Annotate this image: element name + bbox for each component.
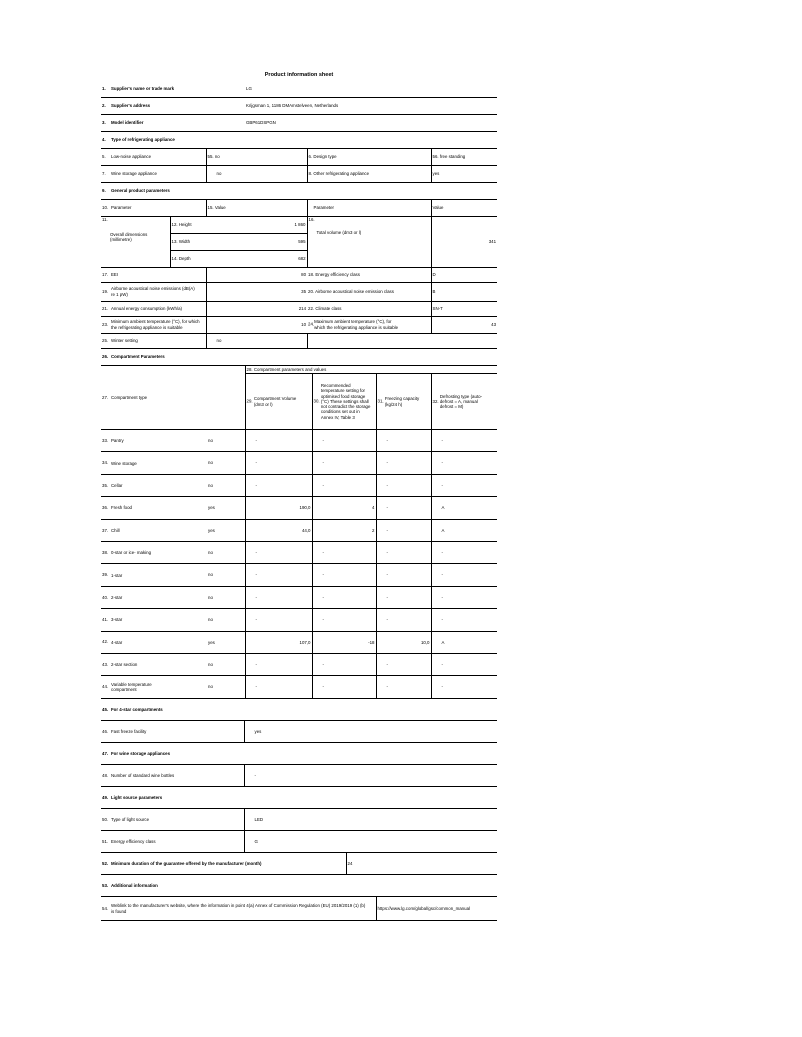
row-parameter-head: 10. Parameter 15. Value Parameter Value [101, 199, 497, 216]
row-winter-setting: 25. Winter setting no [101, 333, 497, 348]
compartment-cell: 39. 1-star [101, 564, 170, 586]
compartment-cell: no [170, 586, 245, 608]
compartment-cell: - [376, 541, 431, 563]
compartment-cell: - [312, 586, 376, 608]
compartment-cell: - [312, 474, 376, 496]
manufacturer-weblink[interactable]: https://www.lg.com/global/gsc/common_manual [376, 897, 497, 921]
compartment-cell: 190,0 [245, 497, 312, 519]
section-wine: 47. For wine storage appliances [101, 743, 497, 765]
row-height: 11. Overall dimensions (millimetre) 12. Height 1 860 16. Total volume (dm3 or l) 341 [101, 216, 497, 233]
compartment-cell: - [312, 676, 376, 698]
page-title: Product information sheet [264, 72, 334, 78]
row-wine-bottles: 48. Number of standard wine bottles - [101, 765, 497, 787]
compartment-cell: - [376, 676, 431, 698]
compartment-cell: - [376, 430, 431, 452]
compartment-cell: - [245, 586, 312, 608]
row-ambient-temperature: 23. Minimum ambient temperature (°C), for which the refrigerating appliance is suitable 10 24.Maximum ambient temperature (°C), for which the refrigerating appliance is suitable 43 [101, 316, 497, 333]
info-table [101, 80, 497, 366]
compartment-cell: no [170, 609, 245, 631]
compartment-cell: no [170, 564, 245, 586]
section-compartments: 26. Compartment Parameters [101, 348, 497, 365]
compartment-cell: - [376, 564, 431, 586]
compartment-cell: - [376, 609, 431, 631]
row-energy-consumption: 21. Annual energy consumption (kWh/a) 214 22. Climate class SN-T [101, 301, 497, 316]
row-depth: 14. Depth 682 [101, 250, 497, 267]
compartment-cell: - [431, 564, 497, 586]
compartment-row [101, 474, 497, 496]
compartment-cell: - [431, 586, 497, 608]
compartment-cell: 42. 4-star [101, 631, 170, 653]
compartment-cell: 34. Wine storage [101, 452, 170, 474]
compartment-table [101, 366, 497, 699]
compartment-cell: 40. 2-star [101, 586, 170, 608]
row-fast-freeze: 46. Fast freeze facility yes [101, 721, 497, 743]
compartment-cell: 44. Variable temperature compartment [101, 676, 170, 698]
compartment-cell: 4 [312, 497, 376, 519]
compartment-cell: - [245, 541, 312, 563]
compartment-cell: yes [170, 631, 245, 653]
row-eei: 17. EEI 80 18. Energy efficiency class D [101, 267, 497, 282]
compartment-row [101, 497, 497, 519]
compartment-cell: no [170, 474, 245, 496]
compartment-cell: - [245, 564, 312, 586]
compartment-cell: 36. Fresh food [101, 497, 170, 519]
compartment-cell: - [431, 676, 497, 698]
row-low-noise: 5. Low-noise appliance 55. no 6. Design type 56. free standing [101, 148, 497, 165]
compartment-row [101, 564, 497, 586]
compartment-cell: 33. Pantry [101, 430, 170, 452]
product-information-sheet [101, 70, 497, 921]
compartment-cell: - [245, 430, 312, 452]
row-noise: 19. Airborne acoustical noise emissions (dB(A) re 1 pW) 35 20. Airborne acoustical noise emission class B [101, 282, 497, 301]
compartment-cell: - [376, 474, 431, 496]
compartment-row [101, 430, 497, 452]
compartment-cell: - [312, 653, 376, 675]
row-supplier-address: 2. Supplier's address Krijgsman 1, 1186 DMAmstelveen, Netherlands [101, 97, 497, 114]
compartment-cell: - [376, 519, 431, 541]
row-wine-storage: 7. Wine storage appliance no 8. Other refrigerating appliance yes [101, 165, 497, 182]
compartment-cell: - [376, 452, 431, 474]
compartment-cell: A [431, 631, 497, 653]
compartment-row [101, 452, 497, 474]
compartment-cell: - [312, 452, 376, 474]
compartment-row [101, 676, 497, 698]
row-guarantee: 52. Minimum duration of the guarantee offered by the manufacturer (month) 24 [101, 853, 497, 875]
compartment-cell: - [312, 609, 376, 631]
compartment-cell: - [376, 653, 431, 675]
compartment-cell: yes [170, 519, 245, 541]
compartment-cell: - [431, 653, 497, 675]
compartment-cell: 38. 0-star or ice- making [101, 541, 170, 563]
row-width: 13. Width 595 [101, 233, 497, 250]
compartment-cell: - [431, 474, 497, 496]
compartment-cell: no [170, 676, 245, 698]
footer-table [101, 699, 497, 922]
section-additional: 53. Additional information [101, 875, 497, 897]
compartment-cell: - [431, 430, 497, 452]
compartment-cell: - [312, 564, 376, 586]
compartment-cell: 10,0 [376, 631, 431, 653]
compartment-cell: no [170, 452, 245, 474]
compartment-row [101, 519, 497, 541]
compartment-cell: no [170, 430, 245, 452]
compartment-cell: 35. Cellar [101, 474, 170, 496]
section-general: 9. General product parameters [101, 182, 497, 199]
row-light-class: 51. Energy efficiency class G [101, 831, 497, 853]
compartment-cell: - [431, 541, 497, 563]
compartment-row [101, 586, 497, 608]
compartment-cell: - [312, 541, 376, 563]
compartment-cell: - [431, 609, 497, 631]
compartment-cell: A [431, 497, 497, 519]
compartment-row [101, 653, 497, 675]
compartment-row [101, 631, 497, 653]
row-weblink: 54. Weblink to the manufacturer's website, where the information in point 4(a) Annex of Commission Regulation (EU) 2019/2019 (1) (b) is found https://www.lg.com/global/gsc/common_manual [101, 897, 497, 921]
compartment-cell: A [431, 519, 497, 541]
section-light: 49. Light source parameters [101, 787, 497, 809]
compartment-cell: no [170, 541, 245, 563]
compartment-cell: - [245, 452, 312, 474]
compartment-cell: - [245, 653, 312, 675]
compartment-cell: - [376, 497, 431, 519]
compartment-cell: - [312, 430, 376, 452]
compartment-cell: 41. 3-star [101, 609, 170, 631]
compartment-head-top: 27. Compartment type 28. Compartment parameters and values [101, 366, 497, 374]
compartment-row [101, 609, 497, 631]
compartment-cell: 2 [312, 519, 376, 541]
compartment-cell: 107,0 [245, 631, 312, 653]
compartment-cell: -18 [312, 631, 376, 653]
compartment-cell: - [245, 609, 312, 631]
compartment-cell: 44,0 [245, 519, 312, 541]
section-4star: 45. For 4-star compartments [101, 699, 497, 721]
compartment-cell: 37. Chill [101, 519, 170, 541]
compartment-cell: - [245, 474, 312, 496]
compartment-row [101, 541, 497, 563]
compartment-cell: 43. 2-star section [101, 653, 170, 675]
section-type: 4. Type of refrigerating appliance [101, 131, 497, 148]
row-model-identifier: 3. Model identifier GBP61DSPGN [101, 114, 497, 131]
row-light-type: 50. Type of light source LED [101, 809, 497, 831]
compartment-cell: - [376, 586, 431, 608]
compartment-head: 29. Compartment Volume (dm3 or l) 30. Recommended temperature setting for optimised food storage (°C) These settings shall not contradict the storage conditions set out in Annex IV, Table 3 31. Freezing capacity (kg/24 h) 32. Defrosting type (auto-defrost = A, manual defrost = M) [101, 374, 497, 430]
row-supplier-name: 1. Supplier's name or trade mark LG [101, 80, 497, 97]
compartment-cell: yes [170, 497, 245, 519]
compartment-cell: - [431, 452, 497, 474]
compartment-cell: no [170, 653, 245, 675]
compartment-cell: - [245, 676, 312, 698]
